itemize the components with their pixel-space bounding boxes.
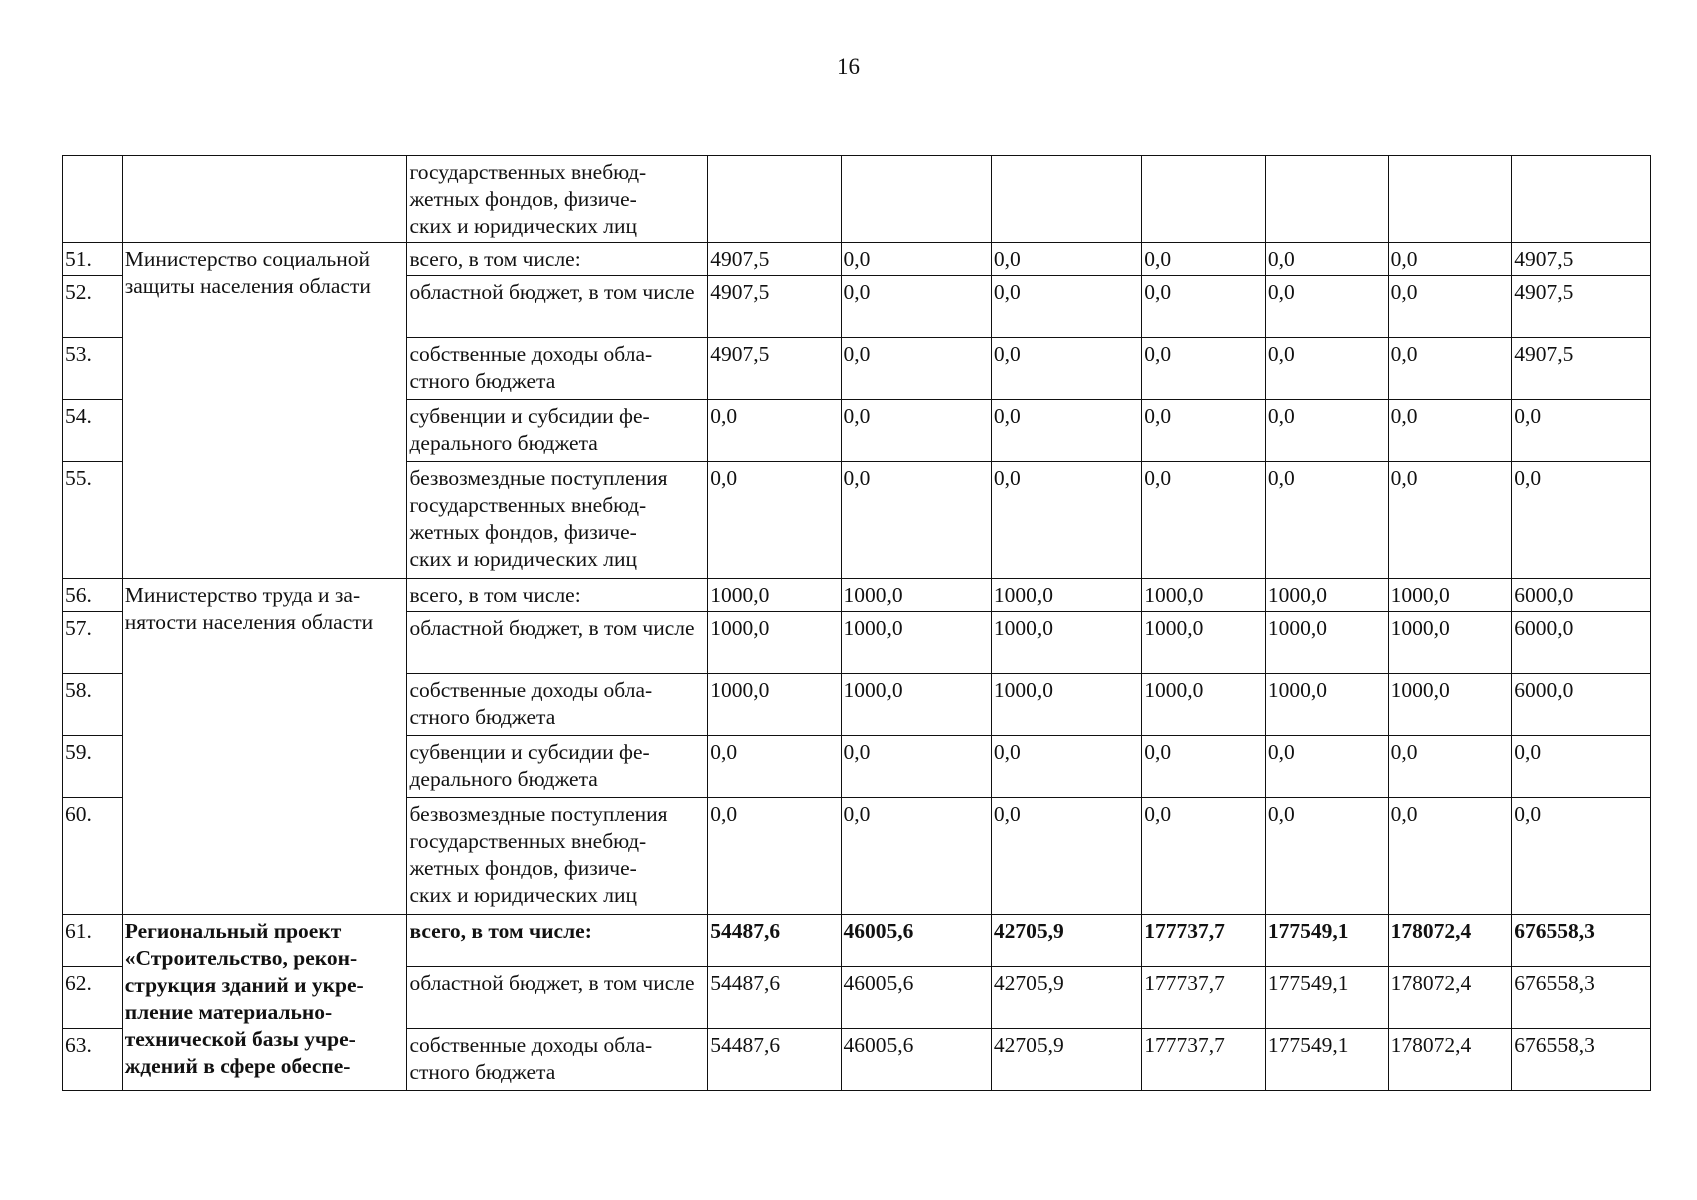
row-number-cell: 57. — [63, 612, 123, 674]
value-cell: 0,0 — [1265, 736, 1388, 798]
value-cell: 0,0 — [708, 400, 841, 462]
value-cell: 54487,6 — [708, 967, 841, 1029]
value-cell: 4907,5 — [1512, 276, 1651, 338]
value-cell: 1000,0 — [1142, 612, 1266, 674]
value-cell: 1000,0 — [1265, 674, 1388, 736]
funding-source-cell: областной бюджет, в том числе — [407, 276, 708, 338]
value-cell: 42705,9 — [991, 1029, 1141, 1091]
value-cell: 177549,1 — [1265, 1029, 1388, 1091]
value-cell: 0,0 — [1388, 798, 1512, 915]
value-cell: 54487,6 — [708, 915, 841, 967]
value-cell: 0,0 — [1388, 243, 1512, 276]
value-cell: 0,0 — [1142, 400, 1266, 462]
value-cell: 676558,3 — [1512, 1029, 1651, 1091]
value-cell: 1000,0 — [841, 612, 991, 674]
funding-source-cell: безвозмездные поступления государственных внебюд- жетных фондов, физиче- ских и юридических лиц — [407, 462, 708, 579]
row-number-cell: 63. — [63, 1029, 123, 1091]
row-number-cell: 62. — [63, 967, 123, 1029]
value-cell: 0,0 — [991, 798, 1141, 915]
row-number-cell: 56. — [63, 579, 123, 612]
value-cell: 0,0 — [841, 462, 991, 579]
funding-source-cell: субвенции и субсидии фе- дерального бюджета — [407, 736, 708, 798]
budget-table — [62, 155, 1651, 1091]
value-cell: 1000,0 — [708, 579, 841, 612]
value-cell: 0,0 — [991, 400, 1141, 462]
row-number-cell: 61. — [63, 915, 123, 967]
value-cell: 0,0 — [1512, 736, 1651, 798]
value-cell — [708, 156, 841, 243]
value-cell: 0,0 — [1142, 736, 1266, 798]
value-cell: 0,0 — [1512, 400, 1651, 462]
value-cell: 0,0 — [841, 276, 991, 338]
project-cell: Региональный проект «Строительство, рекон- струкция зданий и укре- пление материально- технической базы учре- ждений в сфере обеспе- — [122, 915, 407, 1091]
funding-source-cell: собственные доходы обла- стного бюджета — [407, 338, 708, 400]
funding-source-cell: собственные доходы обла- стного бюджета — [407, 1029, 708, 1091]
value-cell: 178072,4 — [1388, 915, 1512, 967]
value-cell: 1000,0 — [1265, 612, 1388, 674]
value-cell: 0,0 — [1265, 243, 1388, 276]
value-cell: 46005,6 — [841, 915, 991, 967]
row-number-cell: 59. — [63, 736, 123, 798]
value-cell: 0,0 — [1265, 462, 1388, 579]
value-cell: 0,0 — [1265, 276, 1388, 338]
value-cell: 177737,7 — [1142, 1029, 1266, 1091]
value-cell: 0,0 — [841, 736, 991, 798]
value-cell: 0,0 — [1512, 798, 1651, 915]
value-cell: 0,0 — [991, 462, 1141, 579]
funding-source-cell: всего, в том числе: — [407, 243, 708, 276]
value-cell: 0,0 — [1265, 400, 1388, 462]
funding-source-cell: государственных внебюд- жетных фондов, физиче- ских и юридических лиц — [407, 156, 708, 243]
value-cell: 0,0 — [1388, 736, 1512, 798]
value-cell: 42705,9 — [991, 915, 1141, 967]
value-cell: 1000,0 — [991, 674, 1141, 736]
row-number-cell: 54. — [63, 400, 123, 462]
ministry-cell: Министерство труда и за- нятости населения области — [122, 579, 407, 915]
value-cell: 0,0 — [1512, 462, 1651, 579]
value-cell: 178072,4 — [1388, 1029, 1512, 1091]
value-cell: 177549,1 — [1265, 967, 1388, 1029]
value-cell: 1000,0 — [1388, 579, 1512, 612]
funding-source-cell: областной бюджет, в том числе — [407, 967, 708, 1029]
value-cell: 1000,0 — [1265, 579, 1388, 612]
row-number-cell — [63, 156, 123, 243]
value-cell: 0,0 — [841, 798, 991, 915]
value-cell: 1000,0 — [991, 579, 1141, 612]
value-cell: 0,0 — [841, 243, 991, 276]
row-number-cell: 58. — [63, 674, 123, 736]
value-cell: 0,0 — [1388, 276, 1512, 338]
value-cell: 1000,0 — [1142, 579, 1266, 612]
table-row — [63, 579, 1651, 612]
value-cell: 4907,5 — [1512, 243, 1651, 276]
value-cell: 6000,0 — [1512, 674, 1651, 736]
value-cell: 1000,0 — [1388, 612, 1512, 674]
value-cell: 177549,1 — [1265, 915, 1388, 967]
value-cell: 0,0 — [1265, 798, 1388, 915]
funding-source-cell: всего, в том числе: — [407, 915, 708, 967]
funding-source-cell: безвозмездные поступления государственных внебюд- жетных фондов, физиче- ских и юридических лиц — [407, 798, 708, 915]
value-cell — [991, 156, 1141, 243]
value-cell: 0,0 — [841, 338, 991, 400]
value-cell: 0,0 — [1142, 338, 1266, 400]
value-cell: 1000,0 — [708, 612, 841, 674]
value-cell — [1142, 156, 1266, 243]
value-cell: 0,0 — [991, 276, 1141, 338]
value-cell: 1000,0 — [708, 674, 841, 736]
table-row — [63, 243, 1651, 276]
value-cell: 6000,0 — [1512, 612, 1651, 674]
value-cell: 177737,7 — [1142, 967, 1266, 1029]
value-cell: 1000,0 — [991, 612, 1141, 674]
value-cell — [1388, 156, 1512, 243]
value-cell: 4907,5 — [708, 276, 841, 338]
value-cell: 0,0 — [1388, 462, 1512, 579]
value-cell: 178072,4 — [1388, 967, 1512, 1029]
row-number-cell: 52. — [63, 276, 123, 338]
value-cell: 177737,7 — [1142, 915, 1266, 967]
table-row — [63, 915, 1651, 967]
value-cell: 4907,5 — [708, 243, 841, 276]
value-cell: 46005,6 — [841, 967, 991, 1029]
value-cell — [1265, 156, 1388, 243]
value-cell — [1512, 156, 1651, 243]
funding-source-cell: собственные доходы обла- стного бюджета — [407, 674, 708, 736]
value-cell: 0,0 — [991, 338, 1141, 400]
value-cell: 0,0 — [1265, 338, 1388, 400]
row-number-cell: 55. — [63, 462, 123, 579]
row-number-cell: 53. — [63, 338, 123, 400]
funding-source-cell: областной бюджет, в том числе — [407, 612, 708, 674]
value-cell: 42705,9 — [991, 967, 1141, 1029]
value-cell: 0,0 — [991, 736, 1141, 798]
value-cell: 0,0 — [1142, 462, 1266, 579]
value-cell: 4907,5 — [1512, 338, 1651, 400]
value-cell: 1000,0 — [1388, 674, 1512, 736]
page-number: 16 — [837, 54, 860, 79]
value-cell: 1000,0 — [841, 674, 991, 736]
value-cell: 0,0 — [841, 400, 991, 462]
value-cell: 0,0 — [991, 243, 1141, 276]
ministry-cell: Министерство социальной защиты населения области — [122, 243, 407, 579]
value-cell: 1000,0 — [841, 579, 991, 612]
funding-source-cell: субвенции и субсидии фе- дерального бюджета — [407, 400, 708, 462]
value-cell: 0,0 — [1388, 400, 1512, 462]
value-cell: 0,0 — [1388, 338, 1512, 400]
value-cell — [841, 156, 991, 243]
funding-source-cell: всего, в том числе: — [407, 579, 708, 612]
value-cell: 0,0 — [1142, 276, 1266, 338]
value-cell: 0,0 — [708, 736, 841, 798]
value-cell: 46005,6 — [841, 1029, 991, 1091]
ministry-cell — [122, 156, 407, 243]
value-cell: 0,0 — [708, 462, 841, 579]
value-cell: 0,0 — [708, 798, 841, 915]
value-cell: 0,0 — [1142, 798, 1266, 915]
row-number-cell: 51. — [63, 243, 123, 276]
value-cell: 676558,3 — [1512, 967, 1651, 1029]
value-cell: 676558,3 — [1512, 915, 1651, 967]
table-row — [63, 156, 1651, 243]
row-number-cell: 60. — [63, 798, 123, 915]
value-cell: 6000,0 — [1512, 579, 1651, 612]
value-cell: 4907,5 — [708, 338, 841, 400]
value-cell: 54487,6 — [708, 1029, 841, 1091]
value-cell: 1000,0 — [1142, 674, 1266, 736]
value-cell: 0,0 — [1142, 243, 1266, 276]
